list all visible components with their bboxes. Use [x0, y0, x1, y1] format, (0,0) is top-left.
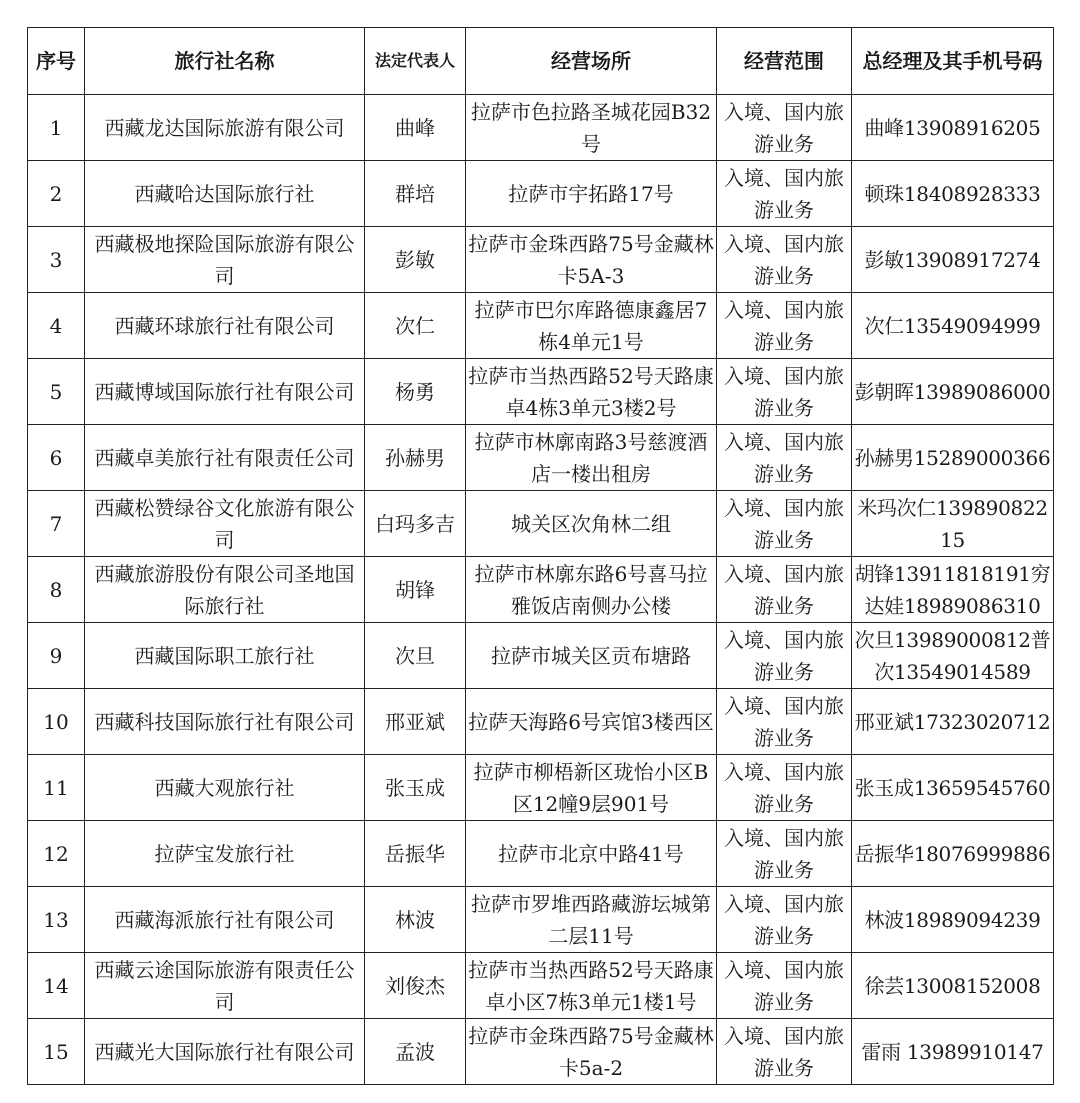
table-row [28, 227, 1054, 293]
cell-no: 9 [28, 623, 85, 689]
cell-address: 拉萨市北京中路41号 [466, 821, 717, 887]
table-row [28, 293, 1054, 359]
cell-agency-name: 西藏博域国际旅行社有限公司 [85, 359, 365, 425]
cell-business-scope: 入境、国内旅游业务 [717, 161, 852, 227]
cell-legal-rep: 岳振华 [365, 821, 466, 887]
cell-agency-name: 西藏卓美旅行社有限责任公司 [85, 425, 365, 491]
cell-agency-name: 西藏旅游股份有限公司圣地国际旅行社 [85, 557, 365, 623]
cell-no: 8 [28, 557, 85, 623]
cell-legal-rep: 次仁 [365, 293, 466, 359]
cell-legal-rep: 曲峰 [365, 95, 466, 161]
cell-no: 4 [28, 293, 85, 359]
table-row [28, 1019, 1054, 1085]
cell-manager-phone: 彭朝晖13989086000 [852, 359, 1054, 425]
header-no: 序号 [28, 28, 85, 95]
cell-manager-phone: 张玉成13659545760 [852, 755, 1054, 821]
cell-no: 3 [28, 227, 85, 293]
cell-agency-name: 西藏云途国际旅游有限责任公司 [85, 953, 365, 1019]
table-row [28, 161, 1054, 227]
cell-address: 拉萨市金珠西路75号金藏林卡5a-2 [466, 1019, 717, 1085]
cell-legal-rep: 张玉成 [365, 755, 466, 821]
cell-manager-phone: 胡锋13911818191穷达娃18989086310 [852, 557, 1054, 623]
cell-legal-rep: 次旦 [365, 623, 466, 689]
cell-manager-phone: 顿珠18408928333 [852, 161, 1054, 227]
cell-no: 12 [28, 821, 85, 887]
cell-manager-phone: 次仁13549094999 [852, 293, 1054, 359]
cell-address: 拉萨市巴尔库路德康鑫居7栋4单元1号 [466, 293, 717, 359]
cell-address: 拉萨市柳梧新区珑怡小区B区12幢9层901号 [466, 755, 717, 821]
cell-no: 13 [28, 887, 85, 953]
travel-agency-table [27, 27, 1054, 1085]
cell-address: 拉萨市罗堆西路藏游坛城第二层11号 [466, 887, 717, 953]
cell-manager-phone: 邢亚斌17323020712 [852, 689, 1054, 755]
cell-manager-phone: 孙赫男15289000366 [852, 425, 1054, 491]
cell-business-scope: 入境、国内旅游业务 [717, 887, 852, 953]
cell-no: 11 [28, 755, 85, 821]
cell-legal-rep: 群培 [365, 161, 466, 227]
cell-business-scope: 入境、国内旅游业务 [717, 821, 852, 887]
cell-business-scope: 入境、国内旅游业务 [717, 623, 852, 689]
cell-address: 拉萨市城关区贡布塘路 [466, 623, 717, 689]
cell-manager-phone: 林波18989094239 [852, 887, 1054, 953]
cell-business-scope: 入境、国内旅游业务 [717, 359, 852, 425]
cell-legal-rep: 彭敏 [365, 227, 466, 293]
cell-legal-rep: 孟波 [365, 1019, 466, 1085]
cell-business-scope: 入境、国内旅游业务 [717, 689, 852, 755]
cell-address: 拉萨天海路6号宾馆3楼西区 [466, 689, 717, 755]
table-row [28, 557, 1054, 623]
cell-no: 6 [28, 425, 85, 491]
cell-no: 14 [28, 953, 85, 1019]
table-row [28, 689, 1054, 755]
cell-manager-phone: 米玛次仁13989082215 [852, 491, 1054, 557]
cell-agency-name: 西藏国际职工旅行社 [85, 623, 365, 689]
cell-address: 拉萨市金珠西路75号金藏林卡5A-3 [466, 227, 717, 293]
header-gm: 总经理及其手机号码 [852, 28, 1054, 95]
cell-agency-name: 西藏海派旅行社有限公司 [85, 887, 365, 953]
cell-address: 拉萨市林廓东路6号喜马拉雅饭店南侧办公楼 [466, 557, 717, 623]
table-row [28, 755, 1054, 821]
cell-business-scope: 入境、国内旅游业务 [717, 557, 852, 623]
table-row [28, 953, 1054, 1019]
header-scope: 经营范围 [717, 28, 852, 95]
table-header-row [28, 28, 1054, 95]
cell-manager-phone: 岳振华18076999886 [852, 821, 1054, 887]
cell-no: 10 [28, 689, 85, 755]
table-row [28, 491, 1054, 557]
cell-no: 5 [28, 359, 85, 425]
cell-address: 拉萨市色拉路圣城花园B32号 [466, 95, 717, 161]
cell-agency-name: 西藏哈达国际旅行社 [85, 161, 365, 227]
cell-manager-phone: 彭敏13908917274 [852, 227, 1054, 293]
cell-legal-rep: 林波 [365, 887, 466, 953]
cell-business-scope: 入境、国内旅游业务 [717, 293, 852, 359]
cell-manager-phone: 徐芸13008152008 [852, 953, 1054, 1019]
header-name: 旅行社名称 [85, 28, 365, 95]
table-body [28, 95, 1054, 1085]
cell-no: 2 [28, 161, 85, 227]
cell-agency-name: 西藏龙达国际旅游有限公司 [85, 95, 365, 161]
cell-agency-name: 西藏环球旅行社有限公司 [85, 293, 365, 359]
cell-agency-name: 拉萨宝发旅行社 [85, 821, 365, 887]
cell-address: 拉萨市当热西路52号天路康卓小区7栋3单元1楼1号 [466, 953, 717, 1019]
cell-manager-phone: 次旦13989000812普次13549014589 [852, 623, 1054, 689]
cell-business-scope: 入境、国内旅游业务 [717, 953, 852, 1019]
cell-agency-name: 西藏科技国际旅行社有限公司 [85, 689, 365, 755]
cell-business-scope: 入境、国内旅游业务 [717, 755, 852, 821]
cell-agency-name: 西藏大观旅行社 [85, 755, 365, 821]
cell-legal-rep: 白玛多吉 [365, 491, 466, 557]
cell-business-scope: 入境、国内旅游业务 [717, 425, 852, 491]
table-row [28, 623, 1054, 689]
cell-legal-rep: 刘俊杰 [365, 953, 466, 1019]
cell-no: 1 [28, 95, 85, 161]
cell-agency-name: 西藏松赞绿谷文化旅游有限公司 [85, 491, 365, 557]
cell-agency-name: 西藏光大国际旅行社有限公司 [85, 1019, 365, 1085]
header-addr: 经营场所 [466, 28, 717, 95]
cell-manager-phone: 雷雨 13989910147 [852, 1019, 1054, 1085]
cell-legal-rep: 胡锋 [365, 557, 466, 623]
cell-legal-rep: 孙赫男 [365, 425, 466, 491]
cell-business-scope: 入境、国内旅游业务 [717, 227, 852, 293]
cell-no: 15 [28, 1019, 85, 1085]
table-row [28, 887, 1054, 953]
cell-business-scope: 入境、国内旅游业务 [717, 95, 852, 161]
cell-address: 拉萨市宇拓路17号 [466, 161, 717, 227]
cell-address: 拉萨市当热西路52号天路康卓4栋3单元3楼2号 [466, 359, 717, 425]
cell-manager-phone: 曲峰13908916205 [852, 95, 1054, 161]
cell-business-scope: 入境、国内旅游业务 [717, 1019, 852, 1085]
cell-address: 城关区次角林二组 [466, 491, 717, 557]
header-rep: 法定代表人 [365, 28, 466, 95]
cell-agency-name: 西藏极地探险国际旅游有限公司 [85, 227, 365, 293]
cell-no: 7 [28, 491, 85, 557]
cell-legal-rep: 邢亚斌 [365, 689, 466, 755]
cell-business-scope: 入境、国内旅游业务 [717, 491, 852, 557]
table-row [28, 425, 1054, 491]
table-row [28, 359, 1054, 425]
cell-legal-rep: 杨勇 [365, 359, 466, 425]
table-row [28, 95, 1054, 161]
cell-address: 拉萨市林廓南路3号慈渡酒店一楼出租房 [466, 425, 717, 491]
table-row [28, 821, 1054, 887]
